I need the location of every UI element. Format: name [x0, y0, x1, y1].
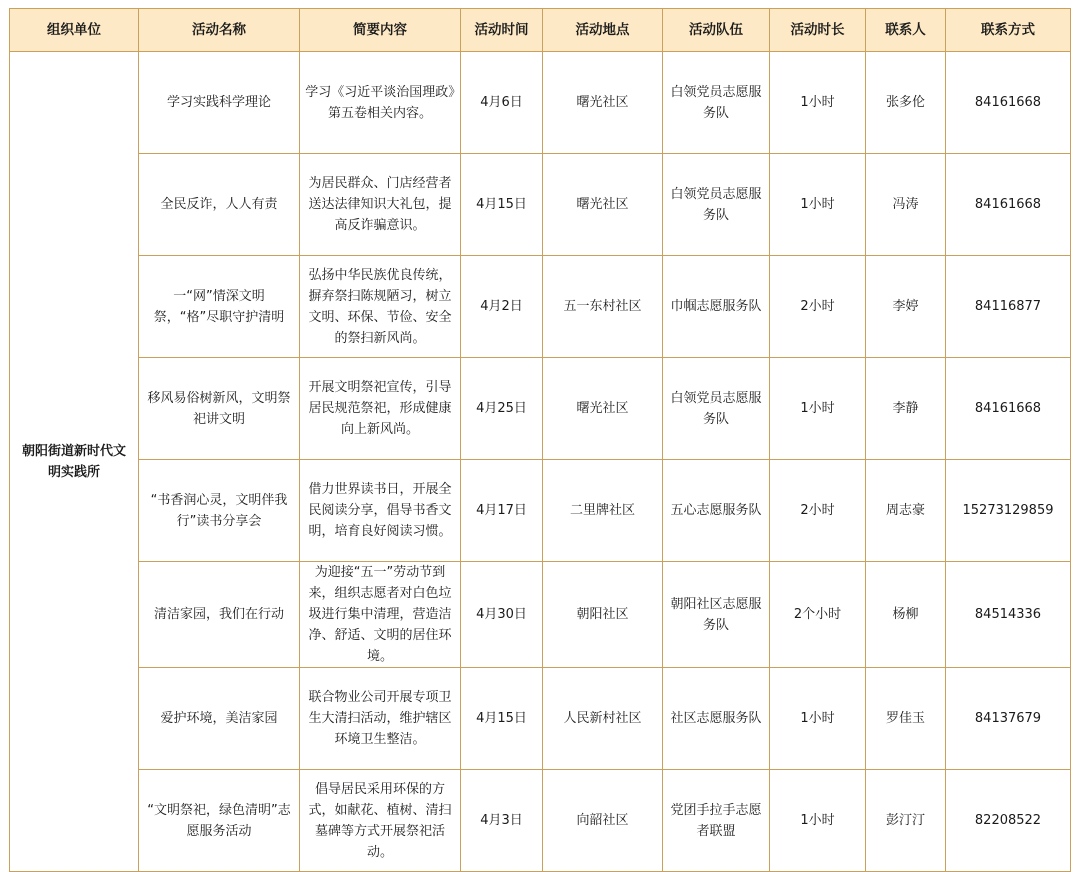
activity-name-cell: 爱护环境，美洁家园: [139, 668, 300, 770]
contact-cell: 周志豪: [866, 460, 946, 562]
date-cell: 4月15日: [461, 154, 543, 256]
location-cell: 向韶社区: [543, 770, 663, 872]
date-cell: 4月30日: [461, 562, 543, 668]
activity-name-cell: “书香润心灵，文明伴我行”读书分享会: [139, 460, 300, 562]
duration-cell: 1小时: [770, 52, 866, 154]
content-cell: 为迎接“五一”劳动节到来，组织志愿者对白色垃圾进行集中清理，营造洁净、舒适、文明的居住环境。: [300, 562, 461, 668]
header-date: 活动时间: [461, 9, 543, 52]
team-cell: 党团手拉手志愿者联盟: [663, 770, 770, 872]
table-row: [10, 668, 1071, 770]
table-header-row: [10, 9, 1071, 52]
header-content: 简要内容: [300, 9, 461, 52]
contact-cell: 罗佳玉: [866, 668, 946, 770]
table-row: [10, 460, 1071, 562]
duration-cell: 1小时: [770, 154, 866, 256]
phone-cell: 84161668: [946, 154, 1071, 256]
content-cell: 弘扬中华民族优良传统，摒弃祭扫陈规陋习，树立文明、环保、节俭、安全的祭扫新风尚。: [300, 256, 461, 358]
activity-name-cell: 学习实践科学理论: [139, 52, 300, 154]
location-cell: 人民新村社区: [543, 668, 663, 770]
header-org: 组织单位: [10, 9, 139, 52]
phone-cell: 84137679: [946, 668, 1071, 770]
phone-cell: 15273129859: [946, 460, 1071, 562]
team-cell: 白领党员志愿服务队: [663, 154, 770, 256]
contact-cell: 冯涛: [866, 154, 946, 256]
date-cell: 4月6日: [461, 52, 543, 154]
location-cell: 曙光社区: [543, 358, 663, 460]
content-cell: 借力世界读书日，开展全民阅读分享，倡导书香文明，培育良好阅读习惯。: [300, 460, 461, 562]
activity-name-cell: 移风易俗树新风，文明祭祀讲文明: [139, 358, 300, 460]
activity-name-cell: “文明祭祀，绿色清明”志愿服务活动: [139, 770, 300, 872]
duration-cell: 1小时: [770, 358, 866, 460]
header-team: 活动队伍: [663, 9, 770, 52]
location-cell: 五一东村社区: [543, 256, 663, 358]
date-cell: 4月2日: [461, 256, 543, 358]
date-cell: 4月3日: [461, 770, 543, 872]
phone-cell: 82208522: [946, 770, 1071, 872]
phone-cell: 84161668: [946, 358, 1071, 460]
header-contact: 联系人: [866, 9, 946, 52]
content-cell: 联合物业公司开展专项卫生大清扫活动，维护辖区环境卫生整洁。: [300, 668, 461, 770]
activity-name-cell: 一“网”情深文明祭，“格”尽职守护清明: [139, 256, 300, 358]
phone-cell: 84514336: [946, 562, 1071, 668]
content-cell: 学习《习近平谈治国理政》第五卷相关内容。: [300, 52, 461, 154]
date-cell: 4月25日: [461, 358, 543, 460]
table-row: [10, 256, 1071, 358]
team-cell: 白领党员志愿服务队: [663, 358, 770, 460]
header-duration: 活动时长: [770, 9, 866, 52]
contact-cell: 杨柳: [866, 562, 946, 668]
phone-cell: 84116877: [946, 256, 1071, 358]
location-cell: 曙光社区: [543, 154, 663, 256]
contact-cell: 彭汀汀: [866, 770, 946, 872]
table-row: [10, 154, 1071, 256]
contact-cell: 李静: [866, 358, 946, 460]
header-activity-name: 活动名称: [139, 9, 300, 52]
team-cell: 白领党员志愿服务队: [663, 52, 770, 154]
activity-name-cell: 全民反诈，人人有责: [139, 154, 300, 256]
duration-cell: 1小时: [770, 770, 866, 872]
team-cell: 五心志愿服务队: [663, 460, 770, 562]
table-row: [10, 770, 1071, 872]
content-cell: 开展文明祭祀宣传，引导居民规范祭祀，形成健康向上新风尚。: [300, 358, 461, 460]
date-cell: 4月15日: [461, 668, 543, 770]
table-row: [10, 358, 1071, 460]
activity-table: [9, 8, 1071, 872]
phone-cell: 84161668: [946, 52, 1071, 154]
table-row: [10, 52, 1071, 154]
table-row: [10, 562, 1071, 668]
activity-name-cell: 清洁家园，我们在行动: [139, 562, 300, 668]
duration-cell: 1小时: [770, 668, 866, 770]
location-cell: 曙光社区: [543, 52, 663, 154]
activity-schedule: [9, 8, 1070, 863]
header-phone: 联系方式: [946, 9, 1071, 52]
header-location: 活动地点: [543, 9, 663, 52]
organization-cell: 朝阳街道新时代文明实践所: [10, 52, 139, 872]
duration-cell: 2个小时: [770, 562, 866, 668]
duration-cell: 2小时: [770, 256, 866, 358]
location-cell: 二里牌社区: [543, 460, 663, 562]
duration-cell: 2小时: [770, 460, 866, 562]
contact-cell: 李婷: [866, 256, 946, 358]
contact-cell: 张多伦: [866, 52, 946, 154]
team-cell: 朝阳社区志愿服务队: [663, 562, 770, 668]
location-cell: 朝阳社区: [543, 562, 663, 668]
content-cell: 为居民群众、门店经营者送达法律知识大礼包，提高反诈骗意识。: [300, 154, 461, 256]
content-cell: 倡导居民采用环保的方式，如献花、植树、清扫墓碑等方式开展祭祀活动。: [300, 770, 461, 872]
date-cell: 4月17日: [461, 460, 543, 562]
team-cell: 巾帼志愿服务队: [663, 256, 770, 358]
team-cell: 社区志愿服务队: [663, 668, 770, 770]
